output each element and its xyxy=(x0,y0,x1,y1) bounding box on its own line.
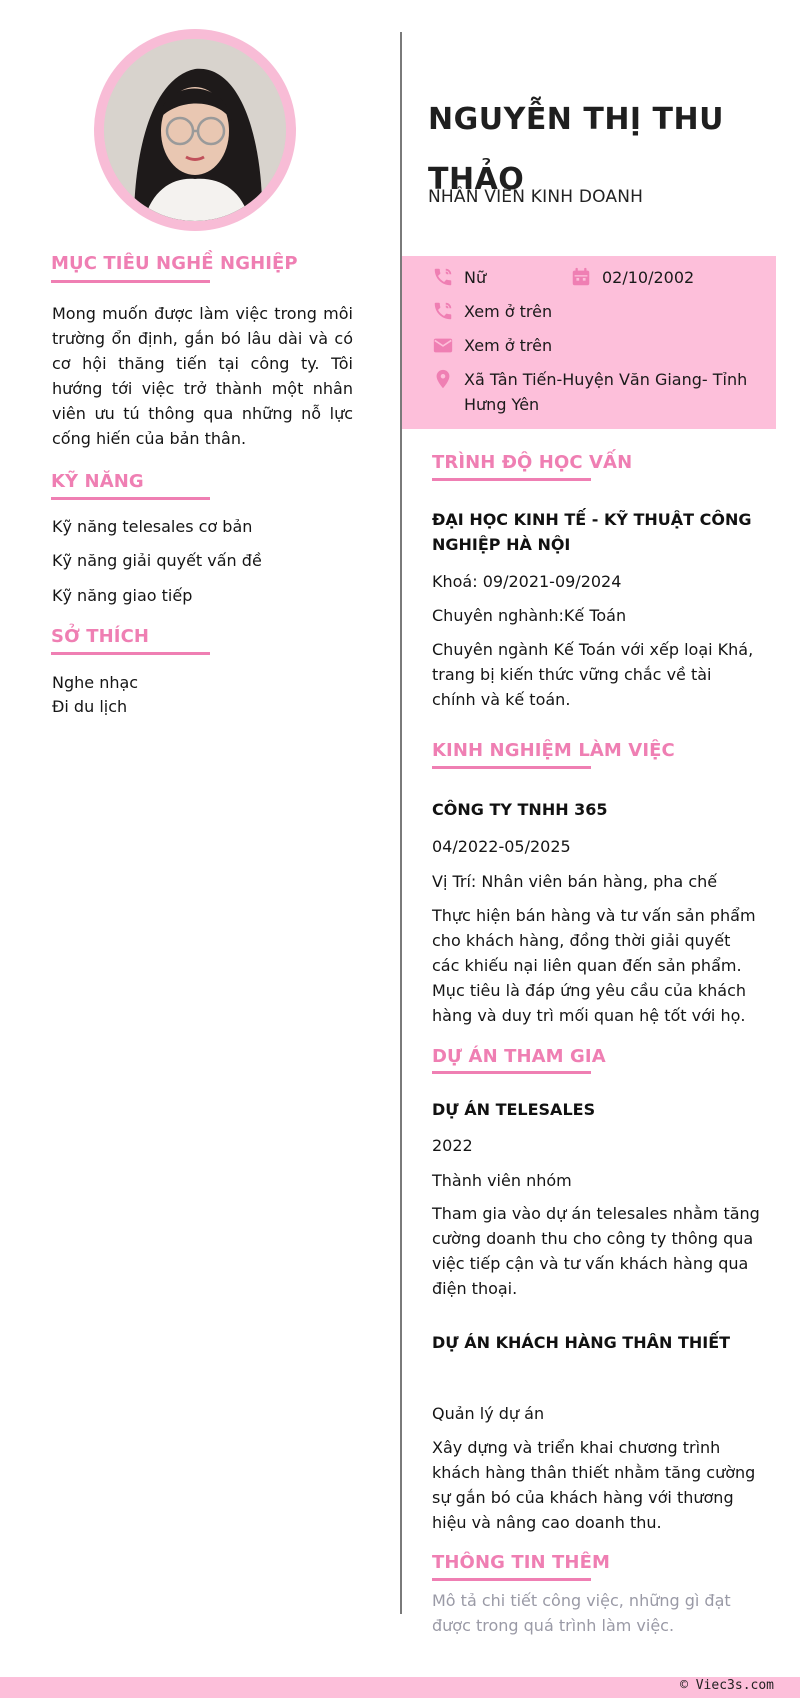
skills-heading: KỸ NĂNG xyxy=(51,471,144,492)
project-role: Thành viên nhóm xyxy=(432,1171,572,1190)
avatar xyxy=(104,39,286,221)
projects-heading: DỰ ÁN THAM GIA xyxy=(432,1046,606,1067)
contact-birthdate xyxy=(570,265,694,290)
company-name: CÔNG TY TNHH 365 xyxy=(432,800,608,819)
experience-period: 04/2022-05/2025 xyxy=(432,837,571,856)
job-title: NHÂN VIÊN KINH DOANH xyxy=(428,187,644,207)
watermark: © Viec3s.com xyxy=(680,1678,774,1693)
hobbies-heading: SỞ THÍCH xyxy=(51,626,150,647)
phone-icon xyxy=(432,266,454,288)
education-underline xyxy=(432,478,591,481)
phone-value: Xem ở trên xyxy=(464,302,553,321)
contact-box xyxy=(402,256,776,429)
project-description: Tham gia vào dự án telesales nhằm tăng cường doanh thu cho công ty thông qua việc tiếp cận và tư vấn khách hàng qua điện thoại. xyxy=(432,1204,760,1298)
project-year: 2022 xyxy=(432,1136,473,1155)
hobby-item: Đi du lịch xyxy=(52,697,128,716)
skill-item: Kỹ năng telesales cơ bản xyxy=(52,517,253,536)
phone-icon xyxy=(432,300,454,322)
school-name: ĐẠI HỌC KINH TẾ - KỸ THUẬT CÔNG NGHIỆP HÀ NỘI xyxy=(432,510,752,554)
skills-underline xyxy=(51,497,210,500)
contact-email xyxy=(432,333,552,358)
additional-underline xyxy=(432,1578,591,1581)
skill-item: Kỹ năng giải quyết vấn đề xyxy=(52,551,262,570)
projects-underline xyxy=(432,1071,591,1074)
education-description: Chuyên ngành Kế Toán với xếp loại Khá, trang bị kiến thức vững chắc về tài chính và kế toán. xyxy=(432,640,754,709)
mail-icon xyxy=(432,334,454,356)
objective-heading: MỤC TIÊU NGHỀ NGHIỆP xyxy=(51,253,298,274)
contact-gender xyxy=(432,265,486,290)
hobbies-underline xyxy=(51,652,210,655)
footer-bar xyxy=(0,1677,800,1698)
skill-item: Kỹ năng giao tiếp xyxy=(52,586,193,605)
birthdate-value: 02/10/2002 xyxy=(602,268,695,287)
project-description: Xây dựng và triển khai chương trình khách hàng thân thiết nhằm tăng cường sự gắn bó của khách hàng với thương hiệu và nâng cao doanh thu. xyxy=(432,1438,756,1532)
avatar-photo xyxy=(104,39,286,221)
additional-heading: THÔNG TIN THÊM xyxy=(432,1552,611,1573)
avatar-frame xyxy=(94,29,296,231)
contact-address xyxy=(432,367,752,417)
objective-underline xyxy=(51,280,210,283)
project-role: Quản lý dự án xyxy=(432,1404,545,1423)
project-name: DỰ ÁN TELESALES xyxy=(432,1100,596,1119)
calendar-icon xyxy=(570,266,592,288)
additional-placeholder[interactable]: Mô tả chi tiết công việc, những gì đạt được trong quá trình làm việc. xyxy=(432,1591,731,1635)
experience-heading: KINH NGHIỆM LÀM VIỆC xyxy=(432,740,675,761)
email-value: Xem ở trên xyxy=(464,336,553,355)
hobby-item: Nghe nhạc xyxy=(52,673,139,692)
candidate-name: NGUYỄN THỊ THU THẢO xyxy=(428,102,724,197)
address-value: Xã Tân Tiến-Huyện Văn Giang- Tỉnh Hưng Yên xyxy=(464,370,748,414)
experience-underline xyxy=(432,766,591,769)
contact-phone xyxy=(432,299,552,324)
gender-value: Nữ xyxy=(464,268,487,287)
objective-text: Mong muốn được làm việc trong môi trường ổn định, gắn bó lâu dài và có cơ hội thăng tiến tại công ty. Tôi hướng tới việc trở thành một nhân viên ưu tú thông qua những nỗ lực cống hiến của bản thân. xyxy=(52,304,353,448)
project-name: DỰ ÁN KHÁCH HÀNG THÂN THIẾT xyxy=(432,1333,731,1352)
experience-description: Thực hiện bán hàng và tư vấn sản phẩm cho khách hàng, đồng thời giải quyết các khiếu nại liên quan đến sản phẩm. Mục tiêu là đáp ứng yêu cầu của khách hàng và duy trì mối quan hệ tốt với họ. xyxy=(432,906,756,1025)
education-period: Khoá: 09/2021-09/2024 xyxy=(432,572,622,591)
education-heading: TRÌNH ĐỘ HỌC VẤN xyxy=(432,452,633,473)
education-major: Chuyên nghành:Kế Toán xyxy=(432,606,627,625)
experience-position: Vị Trí: Nhân viên bán hàng, pha chế xyxy=(432,872,718,891)
location-pin-icon xyxy=(432,368,454,390)
